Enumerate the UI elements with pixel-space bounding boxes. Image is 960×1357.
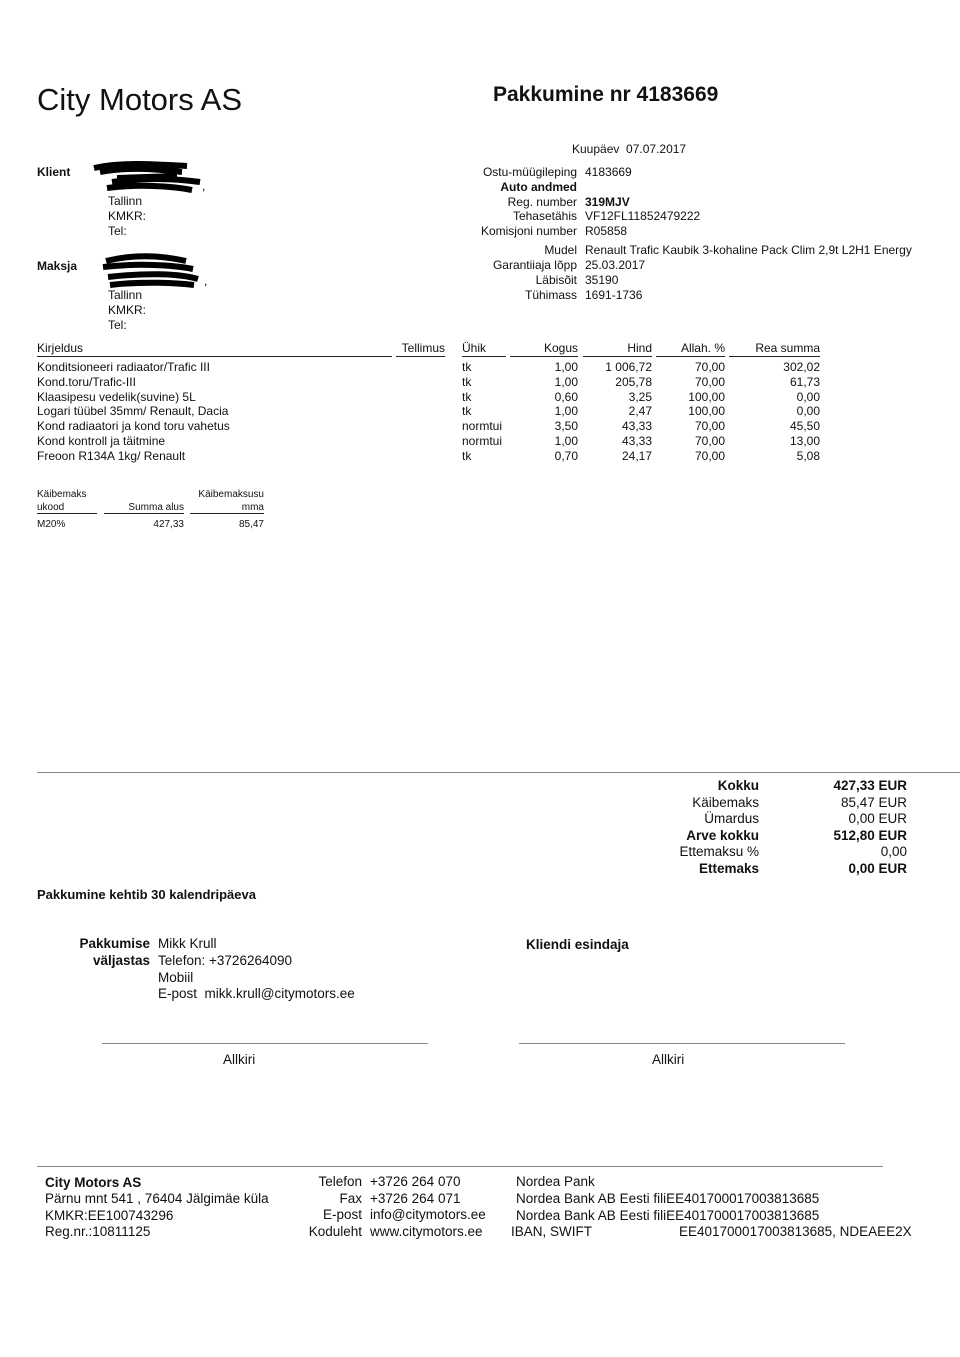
total-value: 512,80 EUR <box>833 827 907 843</box>
redacted-client-name <box>92 160 207 196</box>
total-label: Ettemaksu % <box>679 844 759 860</box>
detail-value: 35190 <box>585 273 619 287</box>
item-price: 2,47 <box>628 404 652 419</box>
item-row-sum: 0,00 <box>796 404 820 419</box>
item-price: 1 006,72 <box>605 360 652 374</box>
item-row-sum: 302,02 <box>783 360 820 374</box>
document-title: Pakkumine nr 4183669 <box>493 83 719 106</box>
detail-label: Komisjoni number <box>480 224 577 238</box>
item-row-sum: 5,08 <box>796 448 820 463</box>
total-label: Arve kokku <box>686 827 759 843</box>
issuer-email: E-post mikk.krull@citymotors.ee <box>158 986 355 1001</box>
col-header-row-sum: Rea summa <box>729 341 820 357</box>
item-unit: tk <box>462 389 472 404</box>
detail-value: R05858 <box>585 224 628 238</box>
detail-value: 1691-1736 <box>585 288 643 302</box>
footer-company: City Motors AS <box>45 1175 142 1190</box>
issuer-label: Pakkumise <box>79 936 150 951</box>
item-price: 205,78 <box>615 374 652 389</box>
item-row-sum: 0,00 <box>796 389 820 404</box>
payer-kmkr: KMKR: <box>108 303 147 317</box>
col-header-discount: Allah. % <box>656 341 725 357</box>
footer-iban-value: EE401700017003813685, NDEAEE2X <box>679 1224 912 1239</box>
table-row <box>0 449 960 464</box>
issuer-phone: Telefon: +3726264090 <box>158 953 292 968</box>
item-discount: 70,00 <box>694 448 725 463</box>
footer-contact-value: www.citymotors.ee <box>370 1224 483 1240</box>
vat-header-code-2: ukood <box>37 502 97 514</box>
detail-label: Tehasetähis <box>512 209 577 223</box>
item-unit: tk <box>462 448 472 463</box>
item-discount: 70,00 <box>694 434 725 448</box>
detail-value: VF12FL11852479222 <box>585 209 701 223</box>
company-name: City Motors AS <box>37 82 242 117</box>
total-value: 0,00 <box>880 844 907 860</box>
vat-code: M20% <box>37 519 66 530</box>
col-header-description: Kirjeldus <box>37 341 392 357</box>
col-header-price: Hind <box>583 341 652 357</box>
footer-iban-label: IBAN, SWIFT <box>511 1224 592 1239</box>
svg-text:,: , <box>204 274 208 288</box>
item-unit: tk <box>462 374 472 389</box>
total-value: 427,33 EUR <box>833 778 907 793</box>
item-unit: tk <box>462 360 472 374</box>
item-discount: 100,00 <box>688 389 725 404</box>
footer-bank-account-1: Nordea Bank AB Eesti filiEE401700017003813685 <box>516 1191 820 1206</box>
table-row <box>0 404 960 419</box>
issuer-label-2: väljastas <box>92 953 150 968</box>
footer-regnr: Reg.nr.:10811125 <box>45 1224 151 1239</box>
client-city: Tallinn <box>108 194 143 208</box>
footer-contact-label: Koduleht <box>308 1224 362 1240</box>
item-row-sum: 61,73 <box>789 374 820 389</box>
client-rep-label: Kliendi esindaja <box>526 937 629 952</box>
item-unit: normtui <box>462 434 503 448</box>
total-label: Käibemaks <box>692 794 759 810</box>
total-value: 0,00 EUR <box>848 861 907 876</box>
client-tel: Tel: <box>108 224 127 238</box>
detail-label: Tühimass <box>524 288 577 302</box>
footer-contact-label: E-post <box>322 1207 362 1223</box>
client-kmkr: KMKR: <box>108 209 147 223</box>
total-label: Kokku <box>717 778 759 793</box>
vat-base: 427,33 <box>153 519 184 530</box>
detail-label: Läbisõit <box>535 273 577 287</box>
footer-contact-value: +3726 264 071 <box>370 1190 461 1206</box>
divider <box>37 772 960 773</box>
item-quantity: 0,60 <box>554 389 578 404</box>
item-price: 43,33 <box>621 434 652 448</box>
table-row <box>0 434 960 449</box>
vat-header-base: Summa alus <box>104 502 184 514</box>
client-label: Klient <box>37 165 71 179</box>
date: Kuupäev 07.07.2017 <box>572 142 687 156</box>
item-quantity: 1,00 <box>554 360 578 374</box>
vat-header-amount-2: mma <box>190 502 264 514</box>
footer-bank: Nordea Pank <box>516 1174 595 1189</box>
item-discount: 70,00 <box>694 419 725 434</box>
footer-contact-value: +3726 264 070 <box>370 1174 461 1189</box>
item-discount: 70,00 <box>694 360 725 374</box>
total-value: 85,47 EUR <box>840 794 907 810</box>
item-quantity: 0,70 <box>554 448 578 463</box>
detail-label: Ostu-müügileping <box>482 165 577 179</box>
detail-value: Renault Trafic Kaubik 3-kohaline Pack Clim 2,9t L2H1 Energy <box>585 243 912 257</box>
detail-value: 25.03.2017 <box>585 258 646 272</box>
col-header-quantity: Kogus <box>510 341 578 357</box>
col-header-unit: Ühik <box>462 341 506 357</box>
table-row <box>0 360 960 375</box>
signature-line-client <box>519 1043 845 1044</box>
payer-tel: Tel: <box>108 318 127 332</box>
item-quantity: 3,50 <box>554 419 578 434</box>
item-description: Klaasipesu vedelik(suvine) 5L <box>37 389 196 404</box>
table-row <box>0 390 960 405</box>
item-description: Kond.toru/Trafic-III <box>37 374 136 389</box>
footer-divider <box>37 1166 883 1167</box>
item-row-sum: 45,50 <box>789 419 820 434</box>
vat-header-code: Käibemaks <box>37 489 87 500</box>
detail-label: Mudel <box>544 243 577 257</box>
vat-header-amount: Käibemaksusu <box>198 489 264 500</box>
footer-address: Pärnu mnt 541 , 76404 Jälgimäe küla <box>45 1191 269 1206</box>
table-row <box>0 375 960 390</box>
item-unit: normtui <box>462 419 503 434</box>
item-row-sum: 13,00 <box>789 434 820 448</box>
item-description: Konditsioneeri radiaator/Trafic III <box>37 360 210 374</box>
issuer-mobile: Mobiil <box>158 970 194 985</box>
item-quantity: 1,00 <box>554 374 578 389</box>
total-value: 0,00 EUR <box>848 811 907 827</box>
payer-city: Tallinn <box>108 288 143 302</box>
vat-amount: 85,47 <box>238 519 264 530</box>
item-description: Kond kontroll ja täitmine <box>37 434 166 448</box>
total-label: Ettemaks <box>698 861 759 876</box>
signature-label-client: Allkiri <box>652 1052 685 1067</box>
signature-label-issuer: Allkiri <box>223 1052 256 1067</box>
detail-value: 4183669 <box>585 165 632 179</box>
item-description: Freoon R134A 1kg/ Renault <box>37 448 186 463</box>
item-price: 3,25 <box>628 389 652 404</box>
signature-line-issuer <box>102 1043 428 1044</box>
item-description: Logari tüübel 35mm/ Renault, Dacia <box>37 404 229 419</box>
item-unit: tk <box>462 404 472 419</box>
payer-label: Maksja <box>37 259 78 273</box>
item-discount: 100,00 <box>688 404 725 419</box>
svg-text:,: , <box>202 179 206 193</box>
item-quantity: 1,00 <box>554 434 578 448</box>
validity-note: Pakkumine kehtib 30 kalendripäeva <box>37 887 256 902</box>
detail-value: 319MJV <box>585 195 630 209</box>
issuer-name: Mikk Krull <box>158 936 217 951</box>
redacted-payer-name <box>98 253 213 291</box>
footer-contact-label: Telefon <box>318 1174 362 1189</box>
item-price: 43,33 <box>621 419 652 434</box>
footer-contact-value: info@citymotors.ee <box>370 1207 486 1223</box>
footer-contact-label: Fax <box>339 1190 362 1206</box>
detail-label: Garantiiaja lõpp <box>492 258 577 272</box>
footer-bank-account-2: Nordea Bank AB Eesti filiEE401700017003813685 <box>516 1208 820 1223</box>
col-header-order: Tellimus <box>396 341 445 357</box>
detail-label: Auto andmed <box>500 180 577 194</box>
total-label: Ümardus <box>704 811 759 827</box>
item-price: 24,17 <box>621 448 652 463</box>
item-quantity: 1,00 <box>554 404 578 419</box>
footer-kmkr: KMKR:EE100743296 <box>45 1208 174 1223</box>
item-description: Kond radiaatori ja kond toru vahetus <box>37 419 230 434</box>
detail-label: Reg. number <box>507 195 577 209</box>
item-discount: 70,00 <box>694 374 725 389</box>
table-row <box>0 419 960 434</box>
